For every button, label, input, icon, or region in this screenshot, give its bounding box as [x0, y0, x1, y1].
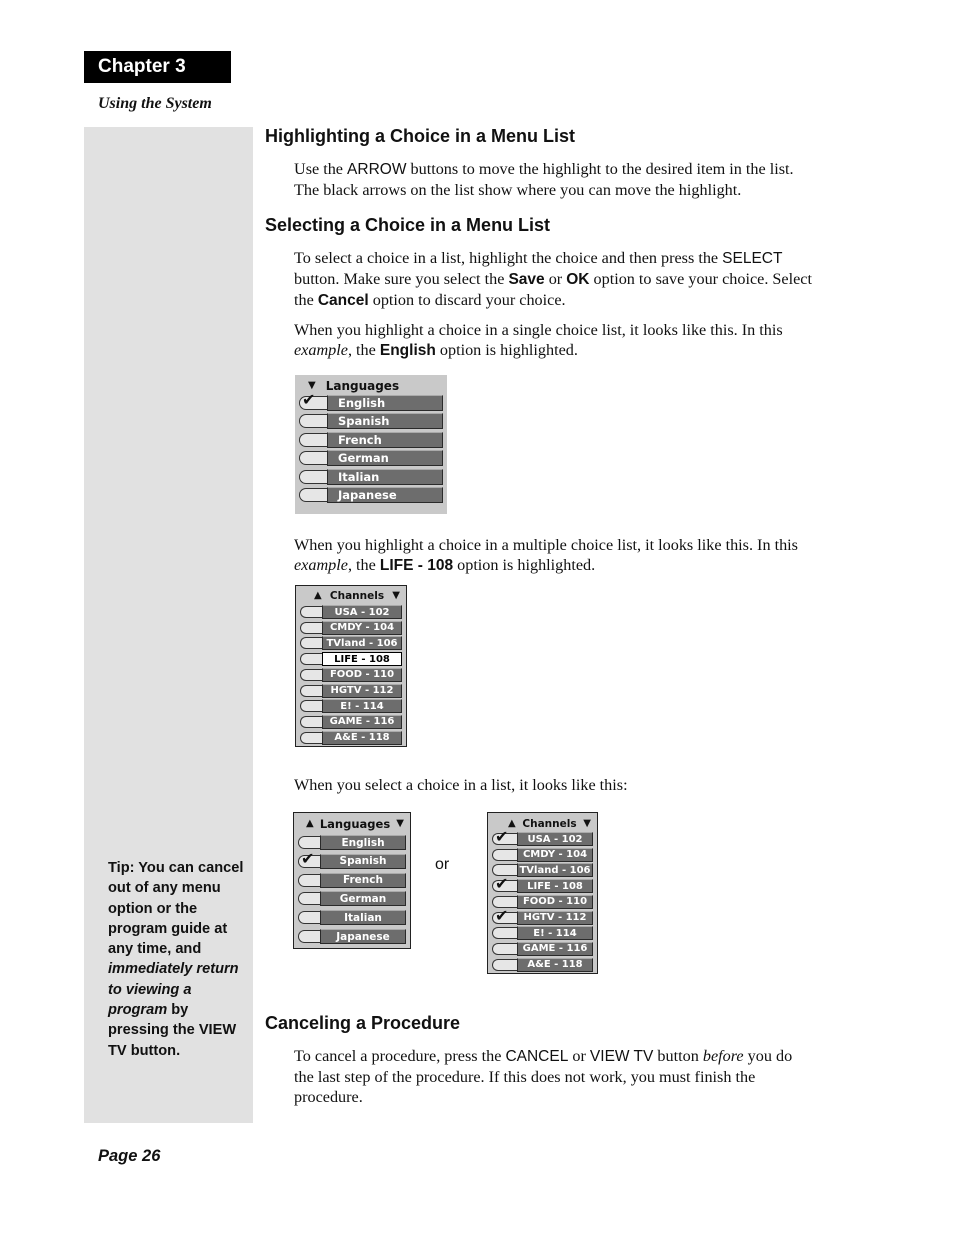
- option-label: E! - 114: [322, 699, 402, 713]
- arrow-up-icon: ▲: [306, 818, 314, 829]
- chapter-label: Chapter 3: [84, 51, 231, 83]
- menu-option[interactable]: [492, 942, 593, 956]
- section-name: Using the System: [98, 95, 212, 112]
- menu-header: Languages: [319, 816, 391, 831]
- option-label: FOOD - 110: [322, 668, 402, 682]
- option-tab: [299, 470, 327, 484]
- menu-option[interactable]: [300, 731, 402, 745]
- option-label: LIFE - 108: [517, 879, 593, 893]
- menu-option[interactable]: [492, 874, 593, 894]
- option-label: TVland - 106: [517, 863, 593, 877]
- arrow-up-icon: ▲: [314, 590, 322, 601]
- menu-option[interactable]: [492, 827, 593, 846]
- option-tab: [492, 943, 520, 955]
- arrow-down-icon: ▼: [392, 590, 400, 601]
- tip-note: Tip: You can cancel out of any menu option or the program guide at any time, and immediately return to viewing a program by pressing the VIEW TV button.: [108, 860, 244, 1059]
- option-label: HGTV - 112: [322, 684, 402, 698]
- option-label: French: [327, 432, 443, 448]
- menu-option[interactable]: [300, 684, 402, 698]
- heading-selecting: Selecting a Choice in a Menu List: [265, 215, 551, 235]
- paragraph-canceling: To cancel a procedure, press the CANCEL or VIEW TV button before you do the last step of the procedure. If this does not work, you must finish the procedure.: [294, 1047, 793, 1106]
- option-label: CMDY - 104: [322, 621, 402, 635]
- menu-header: Channels: [522, 817, 577, 830]
- menu-option[interactable]: [299, 432, 443, 448]
- option-label: E! - 114: [517, 926, 593, 940]
- option-label: Spanish: [320, 854, 406, 869]
- menu-option[interactable]: [300, 605, 402, 619]
- arrow-down-icon: ▼: [308, 380, 316, 391]
- menu-option[interactable]: [299, 390, 443, 411]
- option-label: A&E - 118: [517, 958, 593, 972]
- page-number: Page 26: [98, 1147, 161, 1165]
- paragraph-highlighting: Use the ARROW buttons to move the highlight to the desired item in the list. The black arrows on the list show where you can move the highlight.: [294, 160, 794, 199]
- arrow-down-icon: ▼: [396, 818, 404, 829]
- option-label: FOOD - 110: [517, 895, 593, 909]
- option-label: LIFE - 108: [322, 652, 402, 666]
- menu-option[interactable]: [300, 715, 402, 729]
- menu-option[interactable]: [492, 926, 593, 940]
- arrow-up-icon: ▲: [508, 818, 516, 829]
- option-label: Spanish: [327, 413, 443, 429]
- languages-menu-selected: [293, 812, 411, 949]
- option-label: CMDY - 104: [517, 848, 593, 862]
- menu-option[interactable]: [492, 848, 593, 862]
- option-label: Italian: [327, 469, 443, 485]
- paragraph-selecting-3: When you highlight a choice in a multiple choice list, it looks like this. In this example, the LIFE - 108 option is highlighted.: [294, 536, 798, 574]
- menu-option[interactable]: [300, 668, 402, 682]
- paragraph-selecting-4: When you select a choice in a list, it looks like this:: [294, 776, 628, 794]
- menu-option[interactable]: [298, 848, 406, 869]
- paragraph-selecting-2: When you highlight a choice in a single choice list, it looks like this. In this example, the English option is highlighted.: [294, 321, 783, 359]
- checkmark-icon: ✔: [301, 848, 315, 868]
- option-label: A&E - 118: [322, 731, 402, 745]
- option-label: TVland - 106: [322, 636, 402, 650]
- menu-option[interactable]: [298, 929, 406, 944]
- checkmark-icon: ✔: [495, 827, 509, 846]
- menu-option[interactable]: [298, 873, 406, 888]
- menu-option[interactable]: [300, 621, 402, 635]
- option-label: GAME - 116: [517, 942, 593, 956]
- menu-option[interactable]: [300, 699, 402, 713]
- option-label: GAME - 116: [322, 715, 402, 729]
- option-label: French: [320, 873, 406, 888]
- option-label: German: [320, 891, 406, 906]
- option-label: English: [320, 835, 406, 850]
- option-label: German: [327, 450, 443, 466]
- option-tab: [299, 451, 327, 465]
- menu-header: Languages: [325, 378, 400, 393]
- channels-menu-highlighted: [295, 585, 407, 747]
- option-label: USA - 102: [322, 605, 402, 619]
- menu-option[interactable]: [298, 891, 406, 906]
- or-label: or: [435, 856, 450, 873]
- menu-option[interactable]: [492, 905, 593, 925]
- checkmark-icon: ✔: [495, 905, 509, 925]
- menu-option[interactable]: [298, 835, 406, 850]
- channels-menu-selected: [487, 812, 598, 974]
- menu-option[interactable]: [299, 469, 443, 485]
- option-label: USA - 102: [517, 832, 593, 846]
- option-label: Japanese: [320, 929, 406, 944]
- option-tab: [299, 488, 327, 502]
- option-tab: [492, 849, 520, 861]
- paragraph-selecting-1: To select a choice in a list, highlight the choice and then press the SELECT button. Make sure you select the Save or OK option to save your choice. Select the Cancel option to discard your choice.: [294, 249, 812, 309]
- menu-option[interactable]: [300, 636, 402, 650]
- option-tab: [299, 433, 327, 447]
- arrow-down-icon: ▼: [583, 818, 591, 829]
- heading-highlighting: Highlighting a Choice in a Menu List: [265, 126, 575, 146]
- option-label: English: [327, 395, 443, 411]
- option-tab: [492, 959, 520, 971]
- checkmark-icon: ✔: [495, 874, 509, 894]
- option-tab: [492, 927, 520, 939]
- menu-option[interactable]: [492, 958, 593, 972]
- checkmark-icon: ✔: [302, 390, 316, 409]
- menu-option[interactable]: [298, 910, 406, 925]
- option-label: Italian: [320, 910, 406, 925]
- option-label: Japanese: [327, 487, 443, 503]
- menu-option[interactable]: [299, 413, 443, 429]
- option-label: HGTV - 112: [517, 911, 593, 925]
- menu-option[interactable]: [299, 450, 443, 466]
- heading-canceling: Canceling a Procedure: [265, 1013, 461, 1033]
- option-tab: [299, 414, 327, 428]
- menu-option[interactable]: [299, 487, 443, 503]
- menu-option[interactable]: [300, 652, 402, 666]
- languages-menu-highlighted: [295, 375, 447, 514]
- menu-header: Channels: [329, 589, 385, 602]
